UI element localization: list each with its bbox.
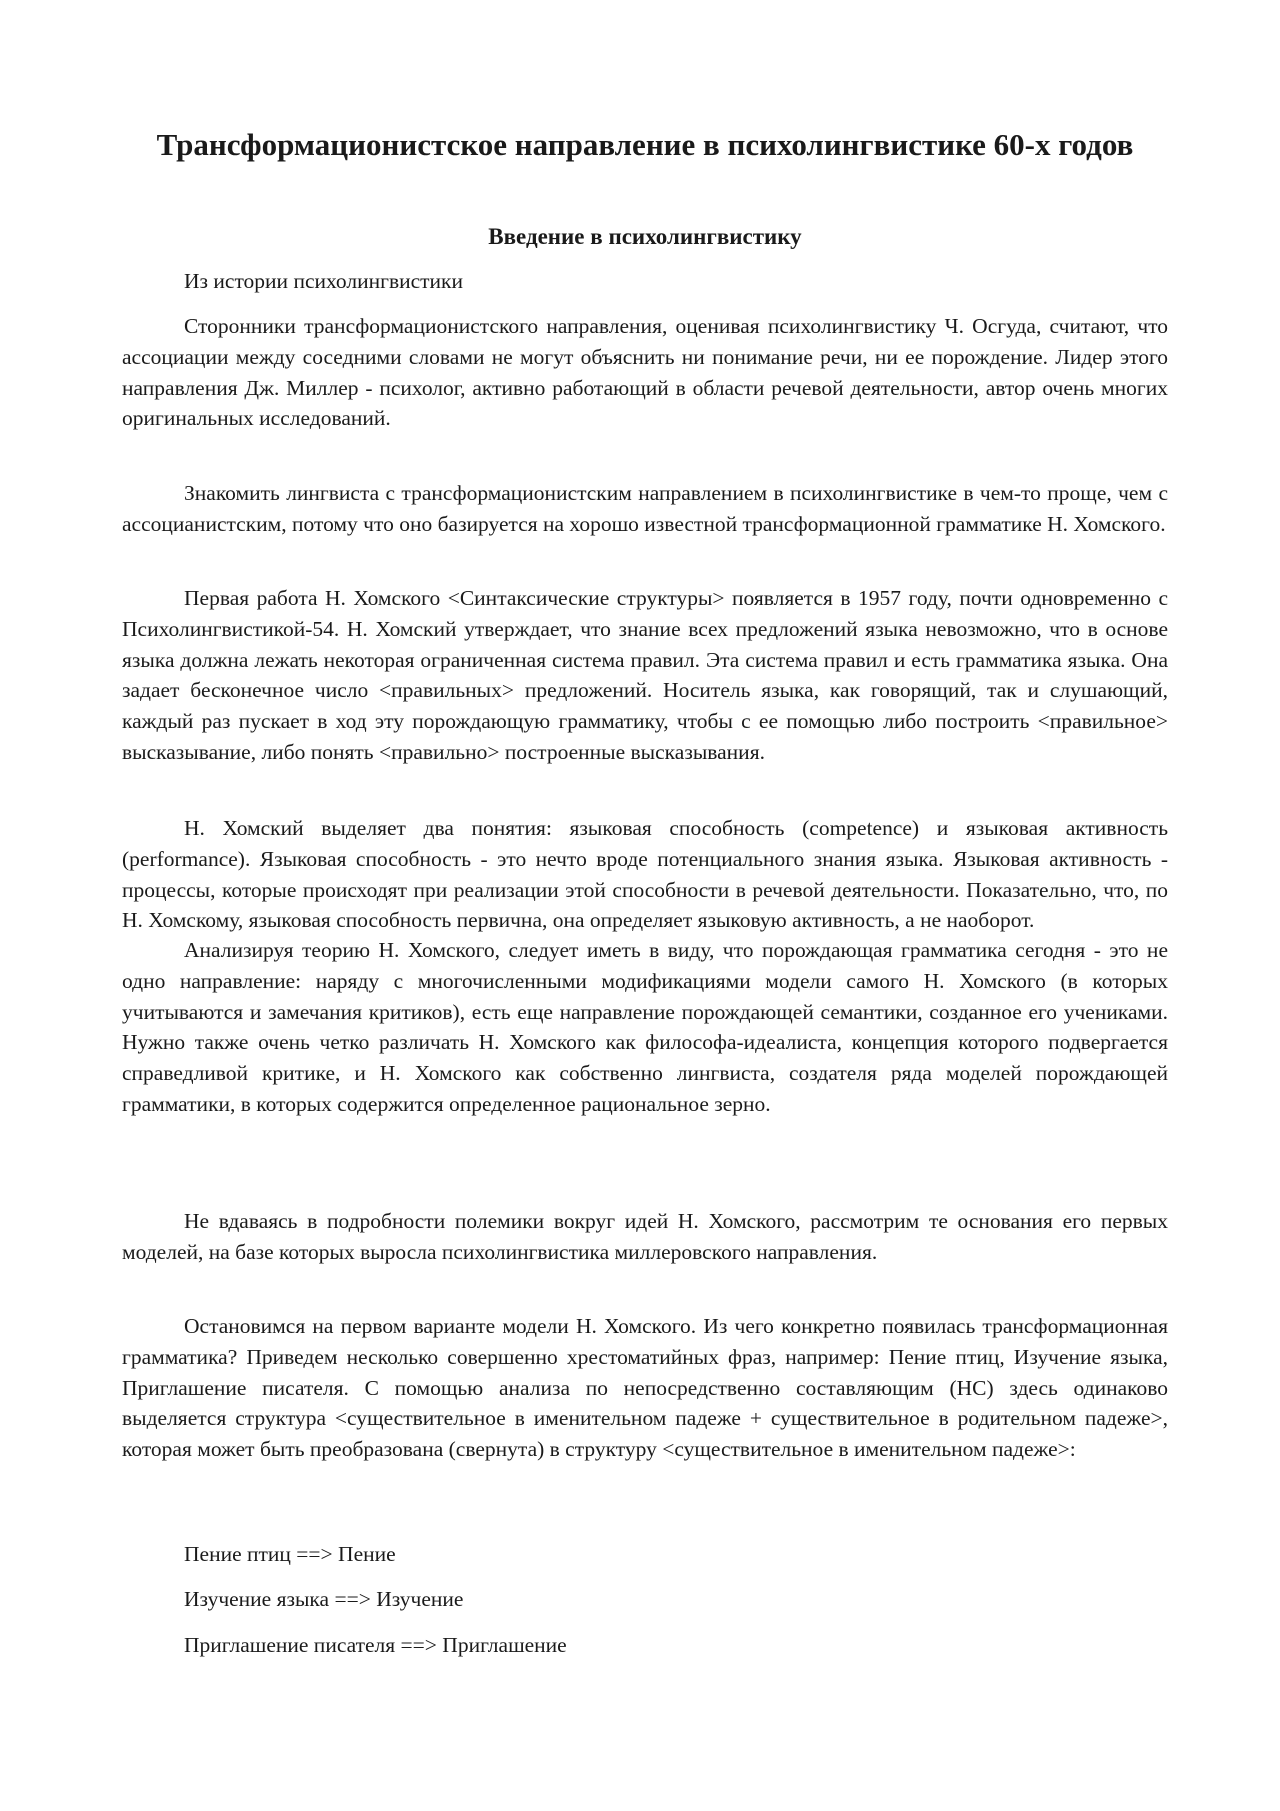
- paragraph: Анализируя теорию Н. Хомского, следует иметь в виду, что порождающая грамматика сегодня - это не одно направление: наряду с многочисленными модификациями модели самого Н. Хомского (в которых учитываются и замечания критиков), есть еще направление порождающей семантики, созданное его учениками. Нужно также очень четко различать Н. Хомского как философа-идеалиста, концепция которого подвергается справедливой критике, и Н. Хомского как собственно лингвиста, создателя ряда моделей порождающей грамматики, в которых содержится определенное рациональное зерно.: [122, 938, 1168, 1116]
- example-line: Приглашение писателя ==> Приглашение: [184, 1633, 567, 1657]
- example-line: Изучение языка ==> Изучение: [184, 1587, 464, 1611]
- paragraph: Знакомить лингвиста с трансформационистским направлением в психолингвистике в чем-то проще, чем с ассоцианистским, потому что оно базируется на хорошо известной трансформационной грамматике Н. Хомского.: [122, 481, 1168, 536]
- paragraph: Остановимся на первом варианте модели Н. Хомского. Из чего конкретно появилась трансформационная грамматика? Приведем несколько совершенно хрестоматийных фраз, например: Пение птиц, Изучение языка, Приглашение писателя. С помощью анализа по непосредственно составляющим (НС) здесь одинаково выделяется структура <существительное в именительном падеже + существительное в родительном падеже>, которая может быть преобразована (свернута) в структуру <существительное в именительном падеже>:: [122, 1314, 1168, 1462]
- document-title: Трансформационистское направление в психолингвистике 60-х годов: [156, 127, 1134, 162]
- example-line: Пение птиц ==> Пение: [184, 1542, 396, 1566]
- document-subtitle: Введение в психолингвистику: [488, 224, 802, 249]
- paragraph: Н. Хомский выделяет два понятия: языковая способность (competence) и языковая активность (performance). Языковая способность - это нечто вроде потенциального знания языка. Языковая активность - процессы, которые происходят при реализации этой способности в речевой деятельности. Показательно, что, по Н. Хомскому, языковая способность первична, она определяет языковую активность, а не наоборот.: [122, 816, 1168, 933]
- paragraph: Не вдаваясь в подробности полемики вокруг идей Н. Хомского, рассмотрим те основания его первых моделей, на базе которых выросла психолингвистика миллеровского направления.: [122, 1209, 1168, 1264]
- paragraph: Сторонники трансформационистского направления, оценивая психолингвистику Ч. Осгуда, считают, что ассоциации между соседними словами не могут объяснить ни понимание речи, ни ее порождение. Лидер этого направления Дж. Миллер - психолог, активно работающий в области речевой деятельности, автор очень многих оригинальных исследований.: [122, 314, 1168, 431]
- section-heading: Из истории психолингвистики: [184, 269, 464, 293]
- paragraph: Первая работа Н. Хомского <Синтаксические структуры> появляется в 1957 году, почти одновременно с Психолингвистикой-54. Н. Хомский утверждает, что знание всех предложений языка невозможно, что в основе языка должна лежать некоторая ограниченная система правил. Эта система правил и есть грамматика языка. Она задает бесконечное число <правильных> предложений. Носитель языка, как говорящий, так и слушающий, каждый раз пускает в ход эту порождающую грамматику, чтобы с ее помощью либо построить <правильное> высказывание, либо понять <правильно> построенные высказывания.: [122, 586, 1168, 764]
